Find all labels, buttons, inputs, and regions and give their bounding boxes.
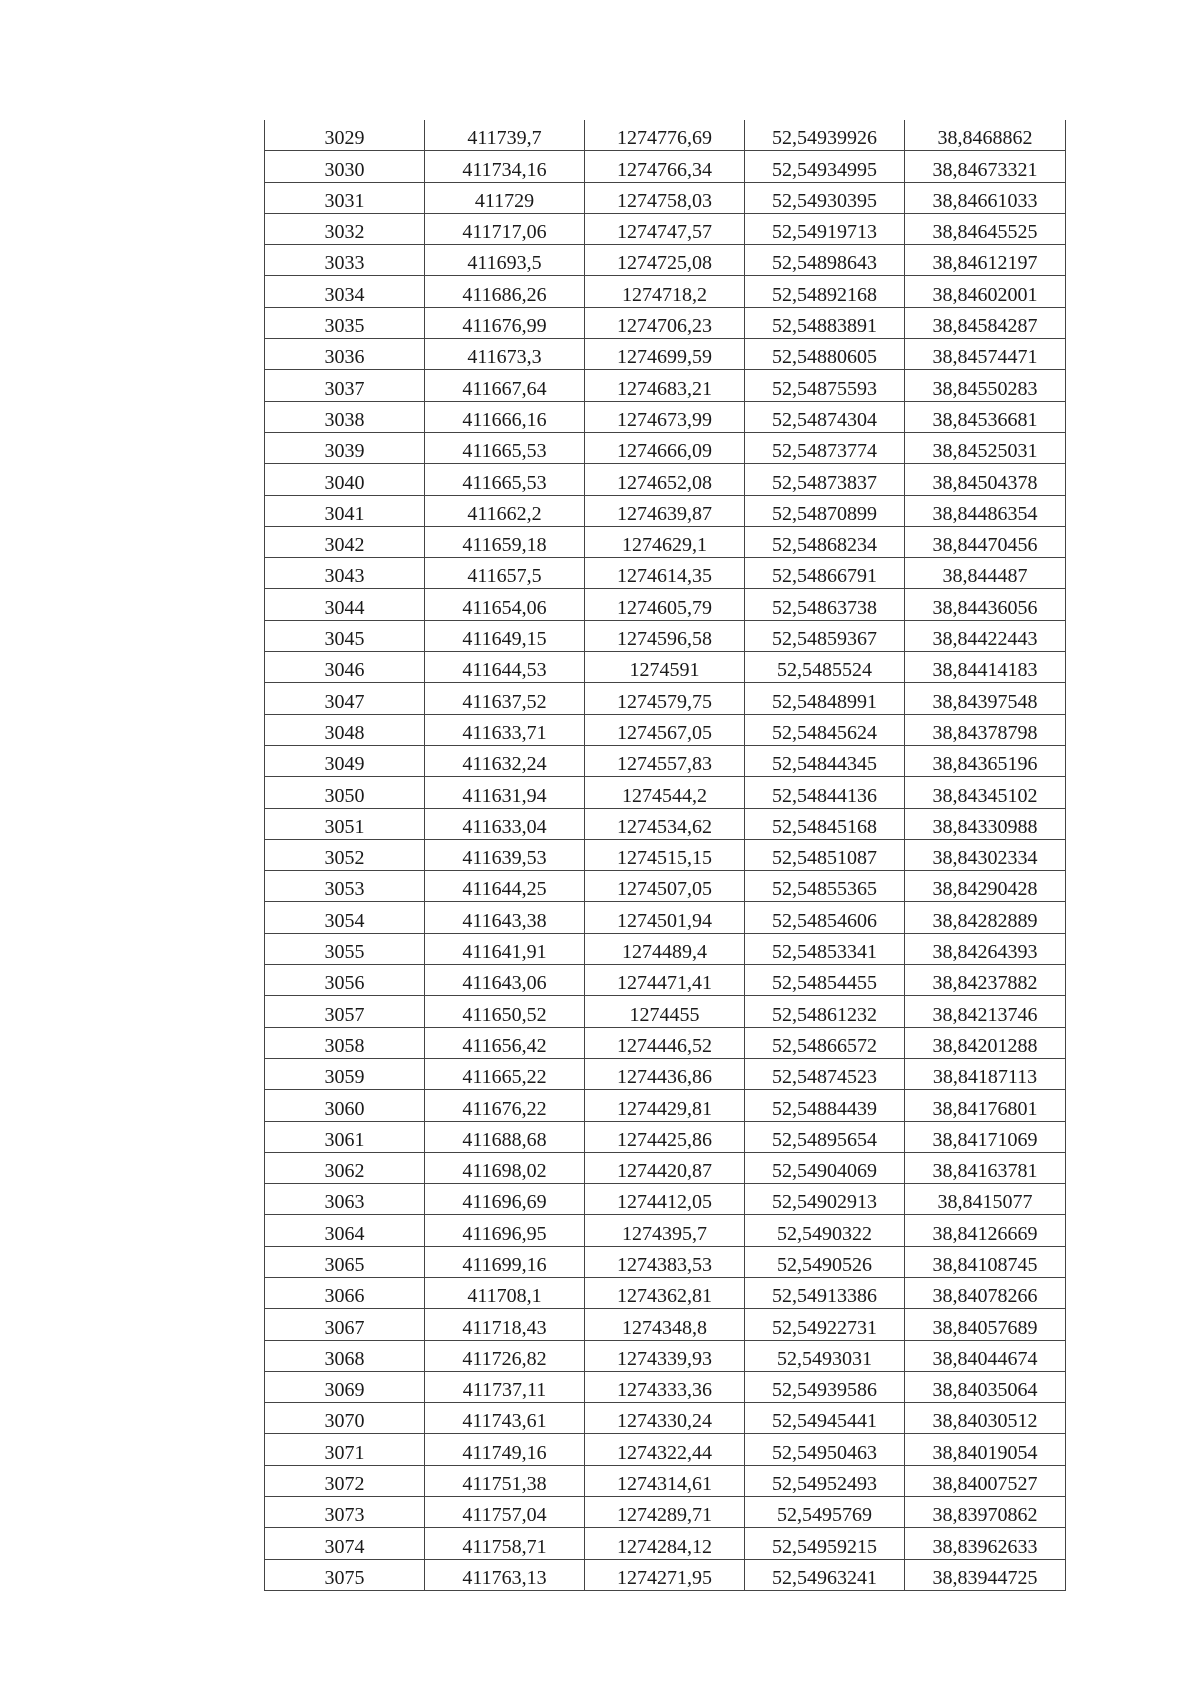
latitude-cell: 52,5495769 <box>745 1497 905 1528</box>
table-row <box>265 1027 1066 1058</box>
y-coordinate-cell: 1274455 <box>585 996 745 1027</box>
point-number-cell: 3032 <box>265 213 425 244</box>
point-number-cell: 3069 <box>265 1371 425 1402</box>
latitude-cell: 52,54873774 <box>745 432 905 463</box>
x-coordinate-cell: 411749,16 <box>425 1434 585 1465</box>
longitude-cell: 38,84612197 <box>905 245 1066 276</box>
longitude-cell: 38,84213746 <box>905 996 1066 1027</box>
longitude-cell: 38,84187113 <box>905 1058 1066 1089</box>
y-coordinate-cell: 1274322,44 <box>585 1434 745 1465</box>
y-coordinate-cell: 1274614,35 <box>585 558 745 589</box>
latitude-cell: 52,54844345 <box>745 745 905 776</box>
y-coordinate-cell: 1274725,08 <box>585 245 745 276</box>
table-row <box>265 370 1066 401</box>
point-number-cell: 3072 <box>265 1465 425 1496</box>
x-coordinate-cell: 411739,7 <box>425 120 585 151</box>
y-coordinate-cell: 1274289,71 <box>585 1497 745 1528</box>
latitude-cell: 52,5490526 <box>745 1246 905 1277</box>
latitude-cell: 52,54884439 <box>745 1090 905 1121</box>
y-coordinate-cell: 1274471,41 <box>585 965 745 996</box>
y-coordinate-cell: 1274429,81 <box>585 1090 745 1121</box>
table-row <box>265 996 1066 1027</box>
y-coordinate-cell: 1274544,2 <box>585 777 745 808</box>
y-coordinate-cell: 1274489,4 <box>585 933 745 964</box>
longitude-cell: 38,84345102 <box>905 777 1066 808</box>
y-coordinate-cell: 1274747,57 <box>585 213 745 244</box>
longitude-cell: 38,84414183 <box>905 652 1066 683</box>
y-coordinate-cell: 1274271,95 <box>585 1559 745 1590</box>
latitude-cell: 52,54863738 <box>745 589 905 620</box>
point-number-cell: 3043 <box>265 558 425 589</box>
latitude-cell: 52,54874304 <box>745 401 905 432</box>
longitude-cell: 38,84550283 <box>905 370 1066 401</box>
longitude-cell: 38,84163781 <box>905 1152 1066 1183</box>
x-coordinate-cell: 411665,53 <box>425 432 585 463</box>
latitude-cell: 52,54851087 <box>745 839 905 870</box>
latitude-cell: 52,54870899 <box>745 495 905 526</box>
longitude-cell: 38,84057689 <box>905 1309 1066 1340</box>
point-number-cell: 3065 <box>265 1246 425 1277</box>
longitude-cell: 38,84030512 <box>905 1403 1066 1434</box>
latitude-cell: 52,54866791 <box>745 558 905 589</box>
latitude-cell: 52,54875593 <box>745 370 905 401</box>
table-row <box>265 1246 1066 1277</box>
y-coordinate-cell: 1274758,03 <box>585 182 745 213</box>
longitude-cell: 38,84264393 <box>905 933 1066 964</box>
longitude-cell: 38,844487 <box>905 558 1066 589</box>
table-row <box>265 1090 1066 1121</box>
x-coordinate-cell: 411743,61 <box>425 1403 585 1434</box>
x-coordinate-cell: 411751,38 <box>425 1465 585 1496</box>
y-coordinate-cell: 1274605,79 <box>585 589 745 620</box>
table-row <box>265 839 1066 870</box>
y-coordinate-cell: 1274330,24 <box>585 1403 745 1434</box>
latitude-cell: 52,54861232 <box>745 996 905 1027</box>
table-row <box>265 401 1066 432</box>
latitude-cell: 52,54913386 <box>745 1277 905 1308</box>
longitude-cell: 38,84126669 <box>905 1215 1066 1246</box>
y-coordinate-cell: 1274425,86 <box>585 1121 745 1152</box>
table-row <box>265 1058 1066 1089</box>
table-row <box>265 808 1066 839</box>
point-number-cell: 3044 <box>265 589 425 620</box>
table-row <box>265 1371 1066 1402</box>
table-row <box>265 526 1066 557</box>
latitude-cell: 52,54859367 <box>745 620 905 651</box>
longitude-cell: 38,84602001 <box>905 276 1066 307</box>
latitude-cell: 52,54963241 <box>745 1559 905 1590</box>
y-coordinate-cell: 1274706,23 <box>585 307 745 338</box>
longitude-cell: 38,84486354 <box>905 495 1066 526</box>
point-number-cell: 3031 <box>265 182 425 213</box>
x-coordinate-cell: 411650,52 <box>425 996 585 1027</box>
longitude-cell: 38,84237882 <box>905 965 1066 996</box>
x-coordinate-cell: 411644,25 <box>425 871 585 902</box>
table-row <box>265 745 1066 776</box>
point-number-cell: 3034 <box>265 276 425 307</box>
x-coordinate-cell: 411644,53 <box>425 652 585 683</box>
latitude-cell: 52,54959215 <box>745 1528 905 1559</box>
y-coordinate-cell: 1274557,83 <box>585 745 745 776</box>
point-number-cell: 3066 <box>265 1277 425 1308</box>
table-row <box>265 871 1066 902</box>
y-coordinate-cell: 1274333,36 <box>585 1371 745 1402</box>
longitude-cell: 38,84201288 <box>905 1027 1066 1058</box>
y-coordinate-cell: 1274579,75 <box>585 683 745 714</box>
longitude-cell: 38,84302334 <box>905 839 1066 870</box>
point-number-cell: 3055 <box>265 933 425 964</box>
x-coordinate-cell: 411696,95 <box>425 1215 585 1246</box>
point-number-cell: 3038 <box>265 401 425 432</box>
y-coordinate-cell: 1274639,87 <box>585 495 745 526</box>
point-number-cell: 3056 <box>265 965 425 996</box>
y-coordinate-cell: 1274395,7 <box>585 1215 745 1246</box>
x-coordinate-cell: 411666,16 <box>425 401 585 432</box>
table-row <box>265 1184 1066 1215</box>
point-number-cell: 3052 <box>265 839 425 870</box>
table-row <box>265 1121 1066 1152</box>
x-coordinate-cell: 411667,64 <box>425 370 585 401</box>
point-number-cell: 3054 <box>265 902 425 933</box>
y-coordinate-cell: 1274284,12 <box>585 1528 745 1559</box>
longitude-cell: 38,83962633 <box>905 1528 1066 1559</box>
latitude-cell: 52,54873837 <box>745 464 905 495</box>
x-coordinate-cell: 411662,2 <box>425 495 585 526</box>
latitude-cell: 52,54939926 <box>745 120 905 151</box>
point-number-cell: 3030 <box>265 151 425 182</box>
table-row <box>265 464 1066 495</box>
longitude-cell: 38,84574471 <box>905 339 1066 370</box>
latitude-cell: 52,54853341 <box>745 933 905 964</box>
longitude-cell: 38,84035064 <box>905 1371 1066 1402</box>
table-row <box>265 1434 1066 1465</box>
latitude-cell: 52,54934995 <box>745 151 905 182</box>
y-coordinate-cell: 1274666,09 <box>585 432 745 463</box>
point-number-cell: 3040 <box>265 464 425 495</box>
x-coordinate-cell: 411763,13 <box>425 1559 585 1590</box>
latitude-cell: 52,54930395 <box>745 182 905 213</box>
y-coordinate-cell: 1274718,2 <box>585 276 745 307</box>
longitude-cell: 38,84661033 <box>905 182 1066 213</box>
table-row <box>265 683 1066 714</box>
table-row <box>265 1152 1066 1183</box>
x-coordinate-cell: 411737,11 <box>425 1371 585 1402</box>
longitude-cell: 38,84078266 <box>905 1277 1066 1308</box>
y-coordinate-cell: 1274515,15 <box>585 839 745 870</box>
point-number-cell: 3042 <box>265 526 425 557</box>
table-row <box>265 1559 1066 1590</box>
latitude-cell: 52,54854606 <box>745 902 905 933</box>
longitude-cell: 38,84365196 <box>905 745 1066 776</box>
x-coordinate-cell: 411688,68 <box>425 1121 585 1152</box>
x-coordinate-cell: 411699,16 <box>425 1246 585 1277</box>
longitude-cell: 38,83970862 <box>905 1497 1066 1528</box>
x-coordinate-cell: 411673,3 <box>425 339 585 370</box>
latitude-cell: 52,54883891 <box>745 307 905 338</box>
table-row <box>265 1528 1066 1559</box>
table-row <box>265 182 1066 213</box>
x-coordinate-cell: 411676,22 <box>425 1090 585 1121</box>
longitude-cell: 38,84525031 <box>905 432 1066 463</box>
point-number-cell: 3049 <box>265 745 425 776</box>
y-coordinate-cell: 1274596,58 <box>585 620 745 651</box>
point-number-cell: 3045 <box>265 620 425 651</box>
latitude-cell: 52,54868234 <box>745 526 905 557</box>
latitude-cell: 52,54922731 <box>745 1309 905 1340</box>
point-number-cell: 3070 <box>265 1403 425 1434</box>
y-coordinate-cell: 1274673,99 <box>585 401 745 432</box>
y-coordinate-cell: 1274348,8 <box>585 1309 745 1340</box>
table-row <box>265 1309 1066 1340</box>
latitude-cell: 52,54904069 <box>745 1152 905 1183</box>
latitude-cell: 52,54855365 <box>745 871 905 902</box>
latitude-cell: 52,54902913 <box>745 1184 905 1215</box>
point-number-cell: 3061 <box>265 1121 425 1152</box>
longitude-cell: 38,84019054 <box>905 1434 1066 1465</box>
latitude-cell: 52,54854455 <box>745 965 905 996</box>
y-coordinate-cell: 1274383,53 <box>585 1246 745 1277</box>
latitude-cell: 52,54898643 <box>745 245 905 276</box>
latitude-cell: 52,54939586 <box>745 1371 905 1402</box>
point-number-cell: 3071 <box>265 1434 425 1465</box>
x-coordinate-cell: 411708,1 <box>425 1277 585 1308</box>
y-coordinate-cell: 1274436,86 <box>585 1058 745 1089</box>
longitude-cell: 38,84584287 <box>905 307 1066 338</box>
y-coordinate-cell: 1274629,1 <box>585 526 745 557</box>
y-coordinate-cell: 1274314,61 <box>585 1465 745 1496</box>
table-row <box>265 620 1066 651</box>
y-coordinate-cell: 1274567,05 <box>585 714 745 745</box>
latitude-cell: 52,54945441 <box>745 1403 905 1434</box>
point-number-cell: 3057 <box>265 996 425 1027</box>
latitude-cell: 52,54952493 <box>745 1465 905 1496</box>
x-coordinate-cell: 411698,02 <box>425 1152 585 1183</box>
point-number-cell: 3053 <box>265 871 425 902</box>
table-row <box>265 652 1066 683</box>
x-coordinate-cell: 411717,06 <box>425 213 585 244</box>
table-row <box>265 276 1066 307</box>
x-coordinate-cell: 411729 <box>425 182 585 213</box>
point-number-cell: 3033 <box>265 245 425 276</box>
table-row <box>265 714 1066 745</box>
x-coordinate-cell: 411734,16 <box>425 151 585 182</box>
x-coordinate-cell: 411643,38 <box>425 902 585 933</box>
longitude-cell: 38,84504378 <box>905 464 1066 495</box>
x-coordinate-cell: 411654,06 <box>425 589 585 620</box>
point-number-cell: 3051 <box>265 808 425 839</box>
table-row <box>265 151 1066 182</box>
y-coordinate-cell: 1274507,05 <box>585 871 745 902</box>
longitude-cell: 38,84645525 <box>905 213 1066 244</box>
latitude-cell: 52,54845624 <box>745 714 905 745</box>
x-coordinate-cell: 411643,06 <box>425 965 585 996</box>
longitude-cell: 38,84436056 <box>905 589 1066 620</box>
latitude-cell: 52,54880605 <box>745 339 905 370</box>
y-coordinate-cell: 1274362,81 <box>585 1277 745 1308</box>
latitude-cell: 52,54892168 <box>745 276 905 307</box>
latitude-cell: 52,54844136 <box>745 777 905 808</box>
longitude-cell: 38,8415077 <box>905 1184 1066 1215</box>
x-coordinate-cell: 411632,24 <box>425 745 585 776</box>
point-number-cell: 3037 <box>265 370 425 401</box>
point-number-cell: 3068 <box>265 1340 425 1371</box>
x-coordinate-cell: 411696,69 <box>425 1184 585 1215</box>
y-coordinate-cell: 1274683,21 <box>585 370 745 401</box>
point-number-cell: 3074 <box>265 1528 425 1559</box>
table-row <box>265 1497 1066 1528</box>
table-row <box>265 307 1066 338</box>
latitude-cell: 52,54919713 <box>745 213 905 244</box>
latitude-cell: 52,5493031 <box>745 1340 905 1371</box>
longitude-cell: 38,84108745 <box>905 1246 1066 1277</box>
table-row <box>265 213 1066 244</box>
y-coordinate-cell: 1274699,59 <box>585 339 745 370</box>
table-row <box>265 589 1066 620</box>
table-row <box>265 933 1066 964</box>
x-coordinate-cell: 411656,42 <box>425 1027 585 1058</box>
x-coordinate-cell: 411665,53 <box>425 464 585 495</box>
longitude-cell: 38,84044674 <box>905 1340 1066 1371</box>
point-number-cell: 3073 <box>265 1497 425 1528</box>
point-number-cell: 3059 <box>265 1058 425 1089</box>
point-number-cell: 3041 <box>265 495 425 526</box>
y-coordinate-cell: 1274420,87 <box>585 1152 745 1183</box>
y-coordinate-cell: 1274501,94 <box>585 902 745 933</box>
longitude-cell: 38,84290428 <box>905 871 1066 902</box>
x-coordinate-cell: 411726,82 <box>425 1340 585 1371</box>
x-coordinate-cell: 411633,04 <box>425 808 585 839</box>
latitude-cell: 52,5485524 <box>745 652 905 683</box>
table-body <box>265 120 1066 1590</box>
table-row <box>265 339 1066 370</box>
y-coordinate-cell: 1274652,08 <box>585 464 745 495</box>
table-row <box>265 245 1066 276</box>
longitude-cell: 38,84397548 <box>905 683 1066 714</box>
latitude-cell: 52,54950463 <box>745 1434 905 1465</box>
point-number-cell: 3047 <box>265 683 425 714</box>
x-coordinate-cell: 411665,22 <box>425 1058 585 1089</box>
y-coordinate-cell: 1274339,93 <box>585 1340 745 1371</box>
x-coordinate-cell: 411649,15 <box>425 620 585 651</box>
x-coordinate-cell: 411758,71 <box>425 1528 585 1559</box>
x-coordinate-cell: 411757,04 <box>425 1497 585 1528</box>
longitude-cell: 38,8468862 <box>905 120 1066 151</box>
coordinates-table <box>264 120 1066 1591</box>
x-coordinate-cell: 411718,43 <box>425 1309 585 1340</box>
table-row <box>265 902 1066 933</box>
table-row <box>265 1465 1066 1496</box>
point-number-cell: 3029 <box>265 120 425 151</box>
table-row <box>265 432 1066 463</box>
y-coordinate-cell: 1274446,52 <box>585 1027 745 1058</box>
table-row <box>265 965 1066 996</box>
longitude-cell: 38,83944725 <box>905 1559 1066 1590</box>
x-coordinate-cell: 411641,91 <box>425 933 585 964</box>
longitude-cell: 38,84282889 <box>905 902 1066 933</box>
table-row <box>265 1215 1066 1246</box>
x-coordinate-cell: 411693,5 <box>425 245 585 276</box>
x-coordinate-cell: 411659,18 <box>425 526 585 557</box>
x-coordinate-cell: 411676,99 <box>425 307 585 338</box>
longitude-cell: 38,84673321 <box>905 151 1066 182</box>
x-coordinate-cell: 411637,52 <box>425 683 585 714</box>
x-coordinate-cell: 411686,26 <box>425 276 585 307</box>
latitude-cell: 52,5490322 <box>745 1215 905 1246</box>
y-coordinate-cell: 1274776,69 <box>585 120 745 151</box>
table-row <box>265 495 1066 526</box>
point-number-cell: 3046 <box>265 652 425 683</box>
table-row <box>265 1340 1066 1371</box>
x-coordinate-cell: 411639,53 <box>425 839 585 870</box>
point-number-cell: 3062 <box>265 1152 425 1183</box>
point-number-cell: 3075 <box>265 1559 425 1590</box>
y-coordinate-cell: 1274534,62 <box>585 808 745 839</box>
longitude-cell: 38,84330988 <box>905 808 1066 839</box>
point-number-cell: 3063 <box>265 1184 425 1215</box>
x-coordinate-cell: 411633,71 <box>425 714 585 745</box>
point-number-cell: 3058 <box>265 1027 425 1058</box>
longitude-cell: 38,84536681 <box>905 401 1066 432</box>
y-coordinate-cell: 1274412,05 <box>585 1184 745 1215</box>
latitude-cell: 52,54866572 <box>745 1027 905 1058</box>
latitude-cell: 52,54848991 <box>745 683 905 714</box>
point-number-cell: 3048 <box>265 714 425 745</box>
y-coordinate-cell: 1274766,34 <box>585 151 745 182</box>
point-number-cell: 3064 <box>265 1215 425 1246</box>
point-number-cell: 3060 <box>265 1090 425 1121</box>
longitude-cell: 38,84378798 <box>905 714 1066 745</box>
point-number-cell: 3050 <box>265 777 425 808</box>
table-row <box>265 1403 1066 1434</box>
latitude-cell: 52,54895654 <box>745 1121 905 1152</box>
point-number-cell: 3067 <box>265 1309 425 1340</box>
table-row <box>265 777 1066 808</box>
y-coordinate-cell: 1274591 <box>585 652 745 683</box>
x-coordinate-cell: 411657,5 <box>425 558 585 589</box>
table-row <box>265 558 1066 589</box>
point-number-cell: 3036 <box>265 339 425 370</box>
longitude-cell: 38,84007527 <box>905 1465 1066 1496</box>
longitude-cell: 38,84470456 <box>905 526 1066 557</box>
latitude-cell: 52,54845168 <box>745 808 905 839</box>
table-row <box>265 1277 1066 1308</box>
point-number-cell: 3035 <box>265 307 425 338</box>
longitude-cell: 38,84422443 <box>905 620 1066 651</box>
longitude-cell: 38,84171069 <box>905 1121 1066 1152</box>
point-number-cell: 3039 <box>265 432 425 463</box>
longitude-cell: 38,84176801 <box>905 1090 1066 1121</box>
x-coordinate-cell: 411631,94 <box>425 777 585 808</box>
table-row <box>265 120 1066 151</box>
latitude-cell: 52,54874523 <box>745 1058 905 1089</box>
